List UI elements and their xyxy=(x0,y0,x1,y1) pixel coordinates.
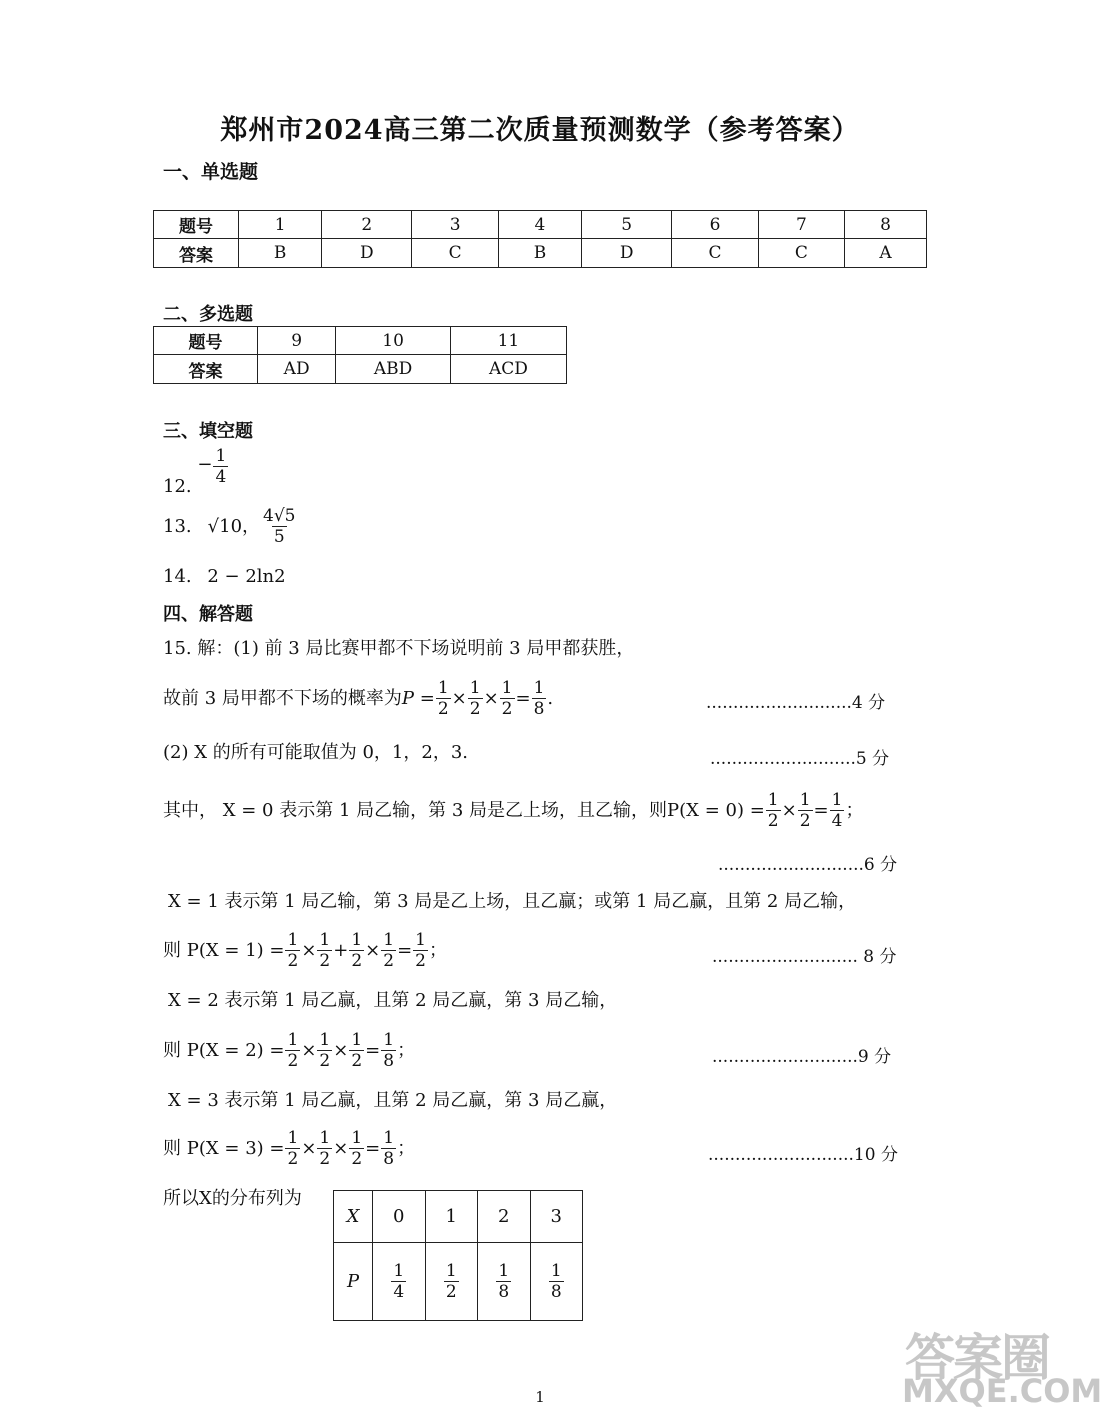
fraction: $\frac{1}{2}$ xyxy=(383,930,395,971)
answer-q12 xyxy=(163,446,229,496)
watermark-url: MXQE.COM xyxy=(902,1372,1102,1410)
question-number-cell: 3 xyxy=(412,211,498,239)
score-5: ...........................5 分 xyxy=(710,749,890,769)
answer-cell: D xyxy=(582,239,672,268)
question-number: 14. xyxy=(163,566,192,587)
answer-cell: D xyxy=(322,239,412,268)
fraction: $\frac{1}{2}$ xyxy=(287,930,299,971)
q15-x1-text: X = 1 表示第 1 局乙输，第 3 局是乙上场，且乙赢；或第 1 局乙赢，且第 2 局乙输， xyxy=(168,891,857,912)
dist-prob-cell: $\frac{1}{2}$ xyxy=(425,1243,478,1321)
answer-cell: ACD xyxy=(450,355,566,384)
section-heading-single-choice: 一、单选题 xyxy=(163,161,259,183)
score-10: ...........................10 分 xyxy=(708,1145,898,1165)
question-number-cell: 4 xyxy=(498,211,581,239)
q15-x3-text: X = 3 表示第 1 局乙赢，且第 2 局乙赢，第 3 局乙赢， xyxy=(168,1090,618,1111)
question-number-cell: 9 xyxy=(258,327,336,355)
q15-x2-formula: 则 P(X = 2) = $\frac{1}{2}$ × $\frac{1}{2}$ × $\frac{1}{2}$ = $\frac{1}{8}$ ； xyxy=(163,1030,416,1071)
separator: ， xyxy=(242,515,261,537)
answer-q13 xyxy=(163,506,298,547)
fraction: $\frac{1}{2}$ xyxy=(469,678,481,719)
q15-intro: 15. 解：(1) 前 3 局比赛甲都不下场说明前 3 局甲都获胜， xyxy=(163,638,635,659)
table-header-cell: 题号 xyxy=(154,211,239,239)
table-header-cell: 答案 xyxy=(154,355,258,384)
dist-prob-cell: $\frac{1}{4}$ xyxy=(373,1243,426,1321)
dist-value-cell: 1 xyxy=(425,1191,478,1243)
fraction: $\frac{1}{8}$ xyxy=(383,1128,395,1169)
fraction: $\frac{1}{2}$ xyxy=(767,790,779,831)
question-number-cell: 1 xyxy=(239,211,322,239)
question-number-cell: 7 xyxy=(758,211,844,239)
answer-cell: C xyxy=(758,239,844,268)
multi-choice-answer-table xyxy=(153,326,567,384)
question-number-cell: 5 xyxy=(582,211,672,239)
section-heading-fill-blank: 三、填空题 xyxy=(163,421,253,442)
q15-x2-text: X = 2 表示第 1 局乙赢，且第 2 局乙赢，第 3 局乙输， xyxy=(168,990,618,1011)
formula-lhs: 则 P(X = 2) = xyxy=(163,1039,285,1061)
formula-lhs: 则 P(X = 1) = xyxy=(163,939,285,961)
fraction: $\frac{1}{2}$ xyxy=(351,1128,363,1169)
distribution-table xyxy=(333,1190,583,1321)
answer-cell: C xyxy=(672,239,758,268)
answer-cell: B xyxy=(498,239,581,268)
watermark-logo: 答案圈 xyxy=(905,1329,1049,1387)
fraction: $\frac{4√5}{5}$ xyxy=(263,506,296,547)
single-choice-answer-table xyxy=(153,210,927,268)
fraction: $\frac{1}{2}$ xyxy=(319,1128,331,1169)
question-number-cell: 11 xyxy=(450,327,566,355)
fraction: $\frac{1}{2}$ xyxy=(501,678,513,719)
question-number-cell: 8 xyxy=(845,211,927,239)
formula-lhs: 则 P(X = 3) = xyxy=(163,1137,285,1159)
fraction: $\frac{1}{8}$ xyxy=(383,1030,395,1071)
answer-cell: A xyxy=(845,239,927,268)
score-8: ........................... 8 分 xyxy=(712,947,897,967)
fraction: $\frac{1}{2}$ xyxy=(415,930,426,971)
text: 其中， X = 0 表示第 1 局乙输，第 3 局是乙上场，且乙输，则 xyxy=(163,799,668,821)
answer-cell: ABD xyxy=(336,355,451,384)
section-heading-solutions: 四、解答题 xyxy=(163,604,253,625)
fraction: $\frac{1}{2}$ xyxy=(287,1128,299,1169)
formula-lhs: P = xyxy=(401,687,435,709)
answer-value: 2 − 2ln2 xyxy=(207,566,286,587)
score-4: ...........................4 分 xyxy=(706,693,886,713)
question-number: 12. xyxy=(163,476,192,497)
section-heading-multi-choice: 二、多选题 xyxy=(163,304,253,325)
page-title: 郑州市2024高三第二次质量预测数学（参考答案） xyxy=(220,115,860,146)
answer-q14 xyxy=(163,568,286,586)
fraction: $\frac{1}{2}$ xyxy=(351,930,363,971)
q15-part1-probability: 故前 3 局甲都不下场的概率为 P = $\frac{1}{2}$ × $\frac{1}{2}$ × $\frac{1}{2}$ = $\frac{1}{8}$ . xyxy=(163,678,554,719)
page-number: 1 xyxy=(535,1388,545,1406)
dist-p-label: P xyxy=(334,1243,373,1321)
q15-part2: (2) X 的所有可能取值为 0，1，2，3. xyxy=(163,742,469,763)
score-9: ...........................9 分 xyxy=(712,1047,892,1067)
fraction: $\frac{1}{4}$ xyxy=(831,790,843,831)
answer-cell: AD xyxy=(258,355,336,384)
q15-x3-formula: 则 P(X = 3) = $\frac{1}{2}$ × $\frac{1}{2}$ × $\frac{1}{2}$ = $\frac{1}{8}$ ； xyxy=(163,1128,416,1169)
fraction: $\frac{1}{8}$ xyxy=(533,678,545,719)
question-number-cell: 2 xyxy=(322,211,412,239)
question-number-cell: 10 xyxy=(336,327,451,355)
formula-lhs: P(X = 0) = xyxy=(667,799,765,821)
question-number: 13. xyxy=(163,515,192,537)
fraction: $\frac{1}{2}$ xyxy=(437,678,449,719)
fraction: $\frac{1}{2}$ xyxy=(351,1030,363,1071)
dist-x-label: X xyxy=(334,1191,373,1243)
minus-sign: − xyxy=(197,454,213,475)
dist-value-cell: 2 xyxy=(478,1191,531,1243)
table-header-cell: 题号 xyxy=(154,327,258,355)
question-number-cell: 6 xyxy=(672,211,758,239)
dist-prob-cell: $\frac{1}{8}$ xyxy=(478,1243,531,1321)
fraction: $\frac{1}{2}$ xyxy=(319,1030,331,1071)
table-header-cell: 答案 xyxy=(154,239,239,268)
fraction: $\frac{1}{2}$ xyxy=(319,930,331,971)
dist-prob-cell: $\frac{1}{8}$ xyxy=(530,1243,583,1321)
score-6: ...........................6 分 xyxy=(718,855,898,875)
q15-x1-formula: 则 P(X = 1) = $\frac{1}{2}$ × $\frac{1}{2}$ + $\frac{1}{2}$ × $\frac{1}{2}$ = $\frac{1}{2}$ ； xyxy=(163,930,447,971)
fraction: $\frac{1}{2}$ xyxy=(287,1030,299,1071)
fraction: $\frac{1}{4}$ xyxy=(215,446,227,487)
distribution-label: 所以X的分布列为 xyxy=(163,1188,302,1209)
answer-cell: B xyxy=(239,239,322,268)
text: 故前 3 局甲都不下场的概率为 xyxy=(163,687,402,709)
dist-value-cell: 3 xyxy=(530,1191,583,1243)
answer-cell: C xyxy=(412,239,498,268)
sqrt-value: √10 xyxy=(207,515,243,537)
fraction: $\frac{1}{2}$ xyxy=(799,790,811,831)
q15-x0: 其中， X = 0 表示第 1 局乙输，第 3 局是乙上场，且乙输，则 P(X = 0) = $\frac{1}{2}$ × $\frac{1}{2}$ = $\frac{1}{4}$ ； xyxy=(163,790,864,831)
dist-value-cell: 0 xyxy=(373,1191,426,1243)
